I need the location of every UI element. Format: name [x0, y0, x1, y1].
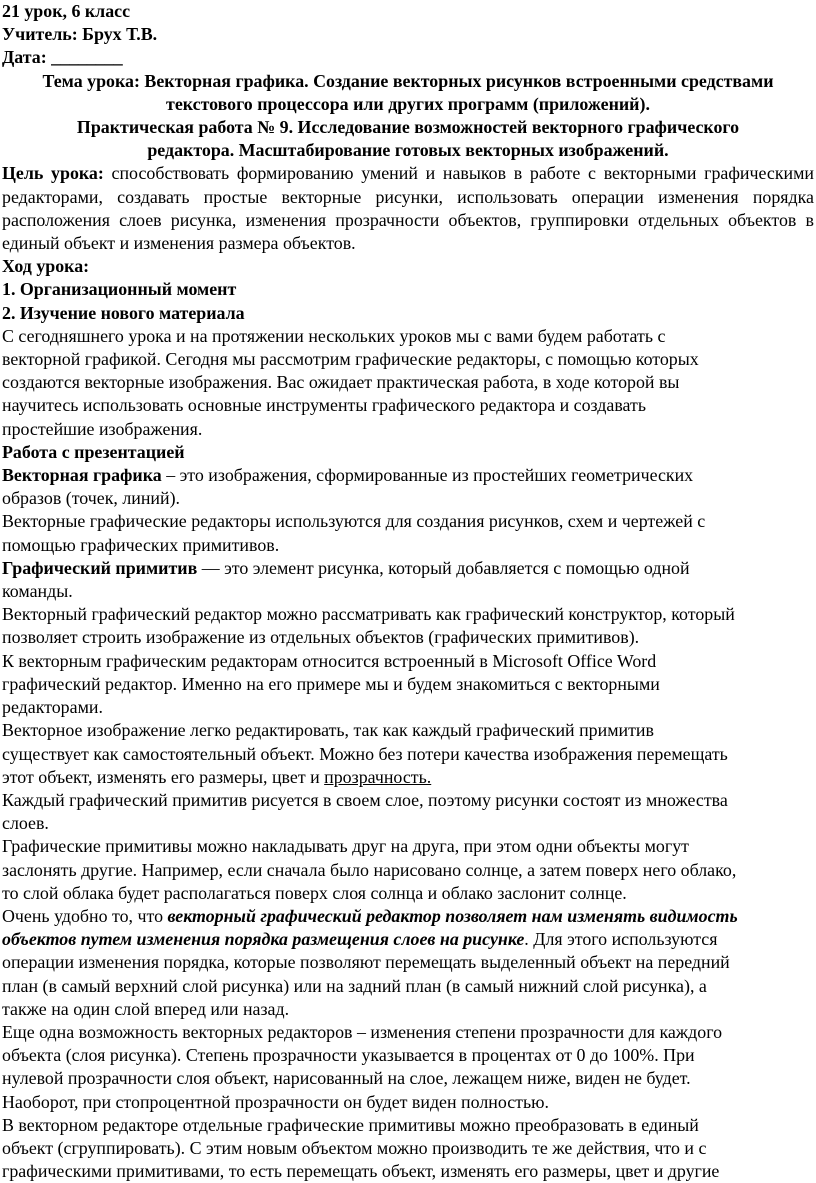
transparency-line-2: объекта (слоя рисунка). Степень прозрачности указывается в процентах от 0 до 100%. При: [2, 1045, 695, 1066]
primitive-definition-line-2: команды.: [2, 581, 73, 602]
overlap-line-3: то слой облака будет располагаться поверх слоя солнца и облако заслонит солнце.: [2, 882, 627, 903]
intro-line-3: создаются векторные изображения. Вас ожидает практическая работа, в ходе которой вы: [2, 372, 680, 393]
edit-line-3-text: этот объект, изменять его размеры, цвет и: [2, 766, 325, 787]
order-emphasis-1: векторный графический редактор позволяет нам изменять видимость: [167, 905, 738, 926]
primitive-definition-line-1: [2, 557, 814, 580]
order-line-1: [2, 905, 814, 928]
order-line-2: [2, 928, 814, 951]
transparency-line-1: Еще одна возможность векторных редакторов – изменения степени прозрачности для каждого: [2, 1021, 723, 1042]
order-line-4: план (в самый верхний слой рисунка) или на задний план (в самый нижний слой рисунка), а: [2, 975, 707, 996]
layer-line-1: Каждый графический примитив рисуется в своем слое, поэтому рисунки состоят из множества: [2, 789, 728, 810]
lesson-date: Дата: ________: [2, 47, 123, 68]
presentation-heading: Работа с презентацией: [2, 441, 185, 462]
word-line-3: редакторами.: [2, 697, 103, 718]
word-line-1: К векторным графическим редакторам относится встроенный в Microsoft Office Word: [2, 650, 657, 671]
vector-definition-line-1: [2, 464, 814, 487]
edit-line-3: [2, 766, 814, 789]
intro-line-2: векторной графикой. Сегодня мы рассмотрим графические редакторы, с помощью которых: [2, 349, 699, 370]
transparency-line-3: нулевой прозрачности слоя объект, нарисованный на слое, лежащем ниже, виден не будет.: [2, 1068, 691, 1089]
teacher-name: Учитель: Брух Т.В.: [2, 24, 158, 45]
order-line-2-text: . Для этого используются: [524, 929, 718, 950]
topic-line-2: текстового процессора или других программ (приложений).: [166, 93, 650, 114]
lesson-goal: [2, 162, 814, 255]
edit-line-1: Векторное изображение легко редактировать, так как каждый графический примитив: [2, 720, 654, 741]
group-line-1: В векторном редакторе отдельные графические примитивы можно преобразовать в единый: [2, 1114, 699, 1135]
intro-line-4: научитесь использовать основные инструменты графического редактора и создавать: [2, 395, 647, 416]
primitive-def-text: — это элемент рисунка, который добавляется с помощью одной: [197, 557, 690, 578]
order-line-3: операции изменения порядка, которые позволяют перемещать выделенный объект на передний: [2, 952, 730, 973]
intro-line-5: простейшие изображения.: [2, 418, 203, 439]
constructor-line-1: Векторный графический редактор можно рассматривать как графический конструктор, который: [2, 604, 735, 625]
overlap-line-2: заслонять другие. Например, если сначала было нарисовано солнце, а затем поверх него облако,: [2, 859, 737, 880]
course-step-2: 2. Изучение нового материала: [2, 302, 245, 323]
layer-line-2: слоев.: [2, 813, 49, 834]
overlap-line-1: Графические примитивы можно накладывать друг на друга, при этом одни объекты могут: [2, 836, 689, 857]
order-emphasis-2: объектов путем изменения порядка размещения слоев на рисунке: [2, 929, 525, 950]
intro-line-1: С сегодняшнего урока и на протяжении нескольких уроков мы с вами будем работать с: [2, 325, 666, 346]
transparency-line-4: Наоборот, при стопроцентной прозрачности он будет виден полностью.: [2, 1091, 549, 1112]
topic-line-1: Тема урока: Векторная графика. Создание векторных рисунков встроенными средствами: [42, 70, 774, 91]
editors-line-1: Векторные графические редакторы используются для создания рисунков, схем и чертежей с: [2, 511, 706, 532]
topic-line-3: Практическая работа № 9. Исследование возможностей векторного графического: [76, 117, 740, 138]
word-line-2: графический редактор. Именно на его примере мы и будем знакомиться с векторными: [2, 673, 660, 694]
goal-text: способствовать формированию умений и навыков в работе с векторными графическими редакторами, создавать простые векторные рисунки, использовать операции изменения порядка расположения слоев рисунка, изменения прозрачности объектов, группировки отдельных объектов в единый объект и изменения размера объектов.: [2, 163, 814, 254]
transparency-link[interactable]: прозрачность.: [324, 766, 432, 787]
group-line-3: графическими примитивами, то есть перемещать объект, изменять его размеры, цвет и другие: [2, 1161, 720, 1182]
order-line-5: также на один слой вперед или назад.: [2, 998, 290, 1019]
vector-term: Векторная графика: [2, 465, 162, 486]
topic-line-4: редактора. Масштабирование готовых векторных изображений.: [147, 140, 669, 161]
constructor-line-2: позволяет строить изображение из отдельных объектов (графических примитивов).: [2, 627, 640, 648]
order-line-1-text: Очень удобно то, что: [2, 905, 168, 926]
course-heading: Ход урока:: [2, 256, 90, 277]
goal-label: Цель урока:: [2, 163, 104, 184]
course-step-1: 1. Организационный момент: [2, 279, 237, 300]
primitive-term: Графический примитив: [2, 557, 198, 578]
vector-definition-line-2: образов (точек, линий).: [2, 488, 181, 509]
vector-def-text: – это изображения, сформированные из простейших геометрических: [161, 465, 694, 486]
lesson-number: 21 урок, 6 класс: [2, 1, 131, 21]
editors-line-2: помощью графических примитивов.: [2, 534, 280, 555]
edit-line-2: существует как самостоятельный объект. Можно без потери качества изображения перемещать: [2, 743, 728, 764]
group-line-2: объект (сгруппировать). С этим новым объектом можно производить те же действия, что и с: [2, 1137, 707, 1158]
